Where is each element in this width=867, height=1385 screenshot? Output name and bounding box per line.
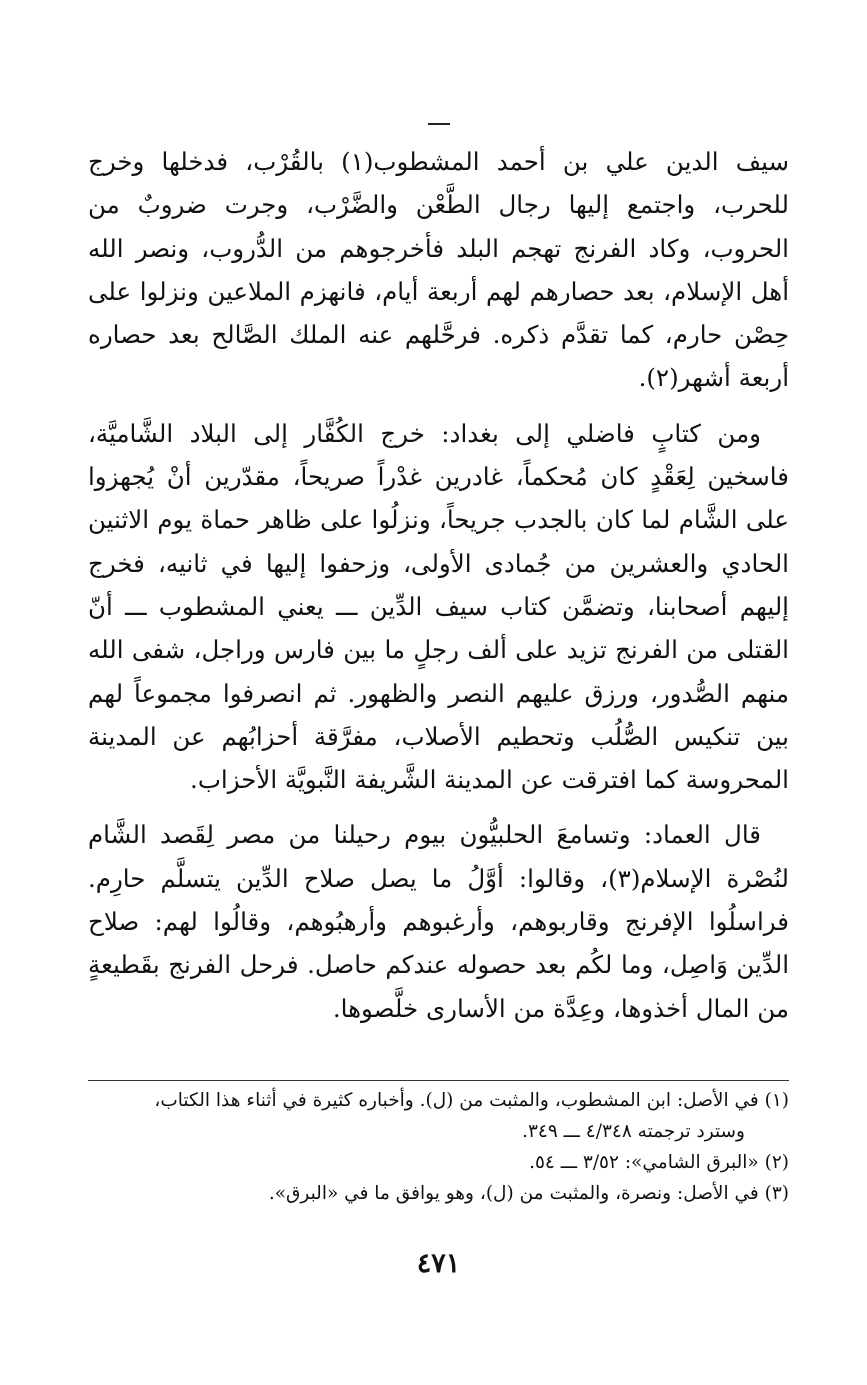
footnote-1-continued: وسترد ترجمته ٤/٣٤٨ ـــ ٣٤٩. [522, 1121, 745, 1142]
paragraph-1: سيف الدين علي بن أحمد المشطوب(١) بالقُرْب، فدخلها وخرج للحرب، واجتمع إليها رجال الطَّعْن والضَّرْب، وجرت ضروبٌ من الحروب، وكاد الفرنج تهجم البلد فأخرجوهم من الدُّروب، ونصر الله أهل الإسلام، بعد حصارهم لهم أربعة أيام، فانهزم الملاعين ونزلوا على حِصْن حارم، كما تقدَّم ذكره. فرحَّلهم عنه الملك الصَّالح بعد حصاره أربعة أشهر(٢). [88, 147, 789, 393]
footnotes [88, 1085, 789, 1209]
paragraph-3: قال العماد: وتسامعَ الحلبيُّون بيوم رحيلنا من مصر لِقَصد الشَّام لنُصْرة الإسلام(٣)، وقالوا: أوَّلُ ما يصل صلاح الدِّين يتسلَّم حارِم. فراسلُوا الإفرنج وقاربوهم، وأرغبوهم وأرهبُوهم، وقالُوا لهم: صلاح الدِّين وَاصِل، وما لكُم بعد حصوله عندكم حاصل. فرحل الفرنج بقَطيعةٍ من المال أخذوها، وعِدَّة من الأسارى خلَّصوها. [88, 820, 790, 1023]
footnote-3: (٣) في الأصل: ونصرة، والمثبت من (ل)، وهو يوافق ما في «البرق». [268, 1183, 789, 1204]
book-page [88, 0, 789, 1385]
body-text [88, 140, 789, 1042]
top-dash-mark [428, 123, 450, 125]
footnote-1: (١) في الأصل: ابن المشطوب، والمثبت من (ل). وأخباره كثيرة في أثناء هذا الكتاب، [154, 1090, 789, 1111]
page-number: ٤٧١ [416, 1248, 461, 1279]
footnote-2: (٢) «البرق الشامي»: ٣/٥٢ ـــ ٥٤. [529, 1152, 789, 1173]
paragraph-2: ومن كتابٍ فاضلي إلى بغداد: خرج الكُفَّار إلى البلاد الشَّاميَّة، فاسخين لِعَقْدٍ كان مُحكماً، غادرين غدْراً صريحاً، مقدّرين أنْ يُجهزوا على الشَّام لما كان بالجدب جريحاً، ونزلُوا على ظاهر حماة يوم الاثنين الحادي والعشرين من جُمادى الأولى، وزحفوا إليها في ثانيه، فخرج إليهم أصحابنا، وتضمَّن كتاب سيف الدِّين ـــ يعني المشطوب ـــ أنّ القتلى من الفرنج تزيد على ألف رجلٍ ما بين فارس وراجل، شفى الله منهم الصُّدور، ورزق عليهم النصر والظهور. ثم انصرفوا مجموعاً لهم بين تنكيس الصُّلُب وتحطيم الأصلاب، مفرَّقة أحزابُهم عن المدينة المحروسة كما افترقت عن المدينة الشَّريفة النَّبويَّة الأحزاب. [88, 418, 789, 795]
footnote-separator [88, 1080, 789, 1081]
